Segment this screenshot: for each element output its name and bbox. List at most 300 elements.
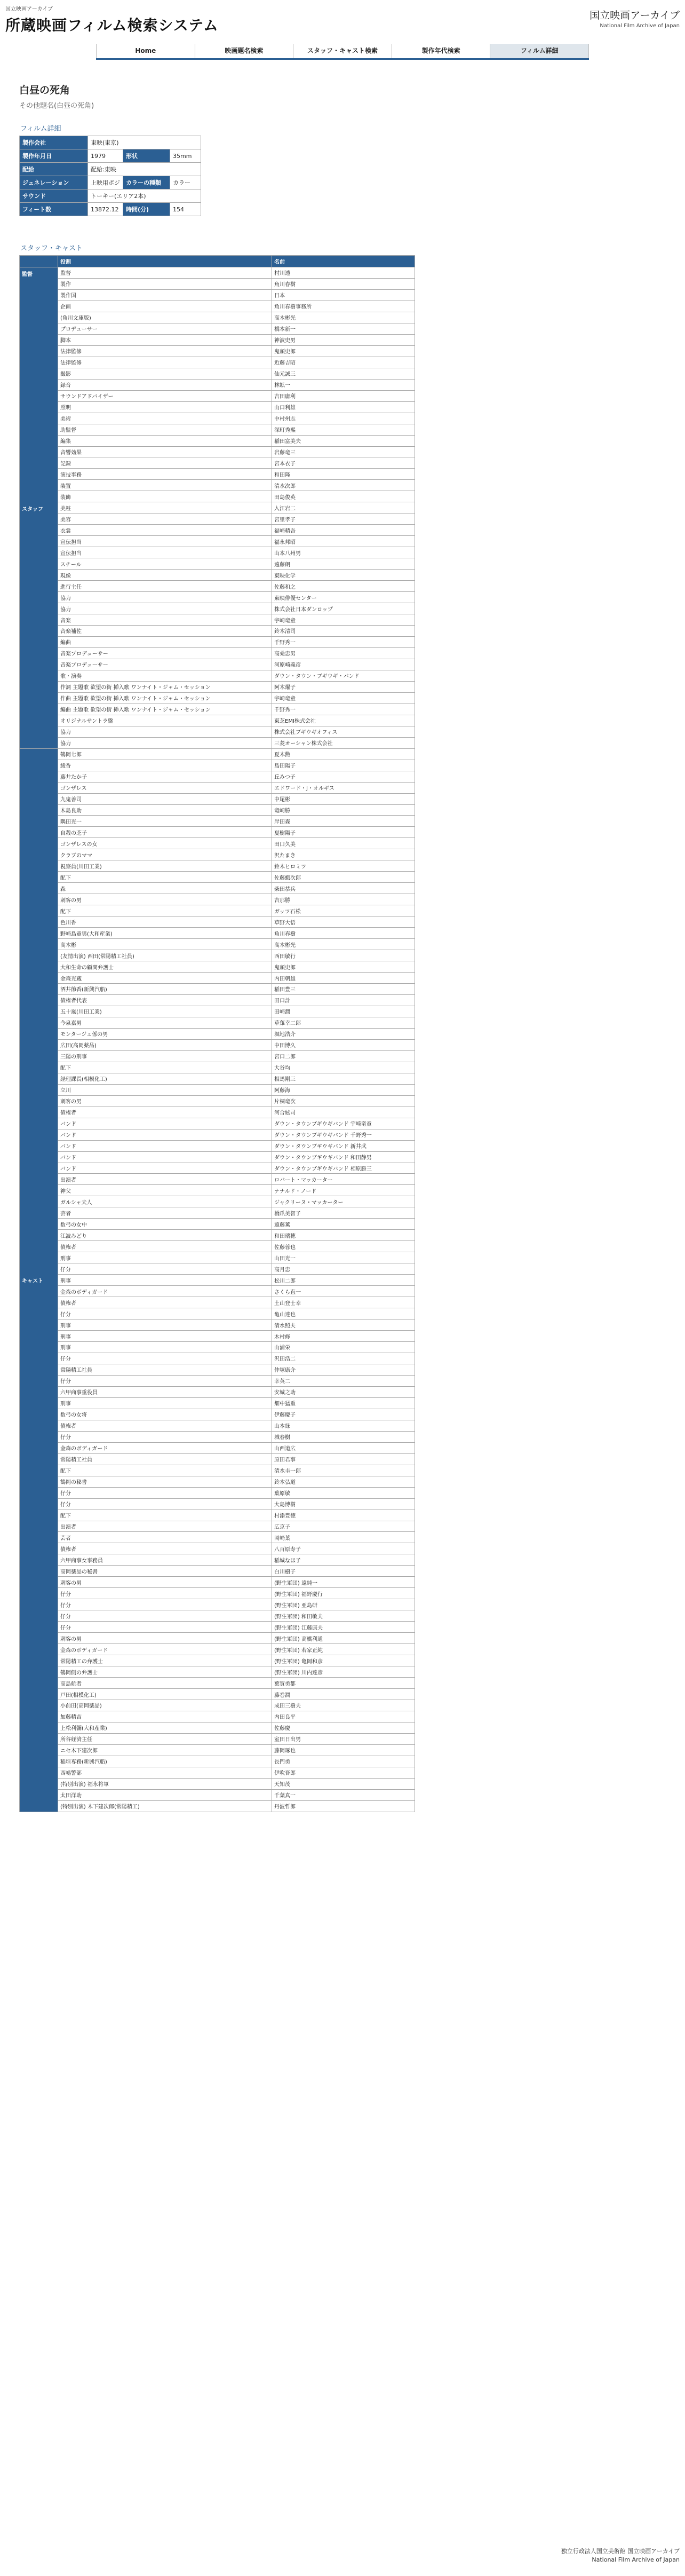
role-cell: 歌・演奏 bbox=[58, 670, 272, 681]
nav-film-detail[interactable]: フィルム詳細 bbox=[490, 44, 589, 58]
name-cell[interactable]: 橋爪美智子 bbox=[272, 1207, 415, 1219]
name-cell[interactable]: 河原崎義彦 bbox=[272, 659, 415, 670]
info-value: 35mm bbox=[170, 149, 201, 163]
table-row bbox=[20, 692, 415, 704]
role-cell: 広田(高岡薬品) bbox=[58, 1039, 272, 1050]
name-cell[interactable]: 河合絃司 bbox=[272, 1107, 415, 1118]
table-row bbox=[20, 1196, 415, 1207]
table-row bbox=[20, 1073, 415, 1084]
nav-home[interactable]: Home bbox=[96, 44, 195, 58]
role-cell: 照明 bbox=[58, 401, 272, 413]
table-row bbox=[20, 1353, 415, 1364]
name-cell[interactable]: 佐藤蓉也 bbox=[272, 1241, 415, 1252]
name-cell[interactable]: 村川透 bbox=[272, 267, 415, 279]
table-row bbox=[20, 827, 415, 838]
table-row bbox=[20, 1140, 415, 1151]
name-cell[interactable]: 清水照夫 bbox=[272, 1319, 415, 1331]
role-cell: 三陽の刑事 bbox=[58, 1050, 272, 1062]
name-cell[interactable]: ダウン・タウンブギウギバンド 新井武 bbox=[272, 1140, 415, 1151]
name-cell[interactable]: 亀山達也 bbox=[272, 1308, 415, 1319]
name-cell[interactable]: 鈴木清司 bbox=[272, 626, 415, 637]
table-row bbox=[20, 883, 415, 894]
name-cell[interactable]: 夏樹陽子 bbox=[272, 827, 415, 838]
table-row bbox=[20, 390, 415, 401]
name-cell[interactable]: (野生軍団) 福野慶行 bbox=[272, 1588, 415, 1599]
role-cell: 音楽 bbox=[58, 614, 272, 626]
role-cell: サウンドアドバイザー bbox=[58, 390, 272, 401]
table-row bbox=[20, 480, 415, 491]
name-cell[interactable]: 高桑忠男 bbox=[272, 647, 415, 659]
name-cell[interactable]: 沢田浩二 bbox=[272, 1353, 415, 1364]
name-cell[interactable]: 原田君事 bbox=[272, 1453, 415, 1465]
name-cell[interactable]: 大島博樹 bbox=[272, 1498, 415, 1510]
name-cell[interactable]: 株式会社ブギウギオフィス bbox=[272, 726, 415, 737]
name-cell[interactable]: 葉原敏 bbox=[272, 1487, 415, 1498]
role-cell: 助監督 bbox=[58, 424, 272, 435]
role-cell: 編曲 bbox=[58, 636, 272, 647]
role-cell: 刺客の男 bbox=[58, 1633, 272, 1644]
table-row bbox=[20, 1039, 415, 1050]
table-row bbox=[20, 1622, 415, 1633]
name-cell[interactable]: 中村州志 bbox=[272, 413, 415, 424]
table-row bbox=[20, 1397, 415, 1409]
nav-year-search[interactable]: 製作年代検索 bbox=[392, 44, 491, 58]
info-value: トーキー(エリア2本) bbox=[88, 189, 201, 203]
role-cell: 法律監修 bbox=[58, 345, 272, 357]
name-cell[interactable]: 相馬剛三 bbox=[272, 1073, 415, 1084]
role-cell: 仔分 bbox=[58, 1622, 272, 1633]
role-cell: 仔分 bbox=[58, 1588, 272, 1599]
site-footer bbox=[561, 2547, 680, 2564]
table-row bbox=[20, 973, 415, 984]
name-cell[interactable]: 柴田恭兵 bbox=[272, 883, 415, 894]
name-cell[interactable]: 入江岩二 bbox=[272, 502, 415, 513]
role-cell: 自殺の芝子 bbox=[58, 827, 272, 838]
role-cell: 江波みどり bbox=[58, 1230, 272, 1241]
name-cell[interactable]: 天知茂 bbox=[272, 1778, 415, 1789]
table-row bbox=[20, 1185, 415, 1196]
table-row bbox=[20, 1342, 415, 1353]
name-cell[interactable]: 和田隆 bbox=[272, 469, 415, 480]
role-cell: 作詞 主題歌 欲望の街 挿入歌 ワンナイト・ジャム・セッション bbox=[58, 681, 272, 692]
name-cell[interactable]: ダウン・タウンブギウギバンド 千野秀一 bbox=[272, 1129, 415, 1140]
table-row bbox=[20, 603, 415, 614]
table-row bbox=[20, 570, 415, 581]
table-row bbox=[20, 1006, 415, 1017]
name-cell[interactable]: 佐藤慶 bbox=[272, 1722, 415, 1733]
role-cell: 演技事務 bbox=[58, 469, 272, 480]
role-cell: 刑事 bbox=[58, 1252, 272, 1263]
table-row bbox=[20, 1543, 415, 1554]
name-cell[interactable]: 葉賀勇都 bbox=[272, 1678, 415, 1689]
name-cell[interactable]: 中尾彬 bbox=[272, 793, 415, 804]
name-cell[interactable]: 吉田庸利 bbox=[272, 390, 415, 401]
name-cell[interactable]: 神波史男 bbox=[272, 334, 415, 345]
role-cell: 出演者 bbox=[58, 1521, 272, 1532]
table-row bbox=[20, 1453, 415, 1465]
role-cell: 撮影 bbox=[58, 368, 272, 379]
role-cell: 刑事 bbox=[58, 1331, 272, 1342]
name-cell[interactable]: 遠藤朗 bbox=[272, 558, 415, 570]
name-cell[interactable]: 大谷均 bbox=[272, 1062, 415, 1073]
table-row bbox=[20, 1800, 415, 1812]
name-cell[interactable]: 山本緑 bbox=[272, 1420, 415, 1431]
table-row bbox=[20, 536, 415, 547]
table-row bbox=[20, 1678, 415, 1689]
role-cell: 仔分 bbox=[58, 1487, 272, 1498]
staff-category-cell bbox=[20, 267, 58, 749]
role-cell: ゴンザレス bbox=[58, 782, 272, 793]
table-row bbox=[20, 670, 415, 681]
table-row bbox=[20, 1789, 415, 1800]
role-cell: 仔分 bbox=[58, 1498, 272, 1510]
name-cell[interactable]: 鬼頭史郎 bbox=[272, 345, 415, 357]
name-cell[interactable]: 松川二郎 bbox=[272, 1275, 415, 1286]
table-row bbox=[20, 726, 415, 737]
role-cell: 刑事 bbox=[58, 1275, 272, 1286]
table-row bbox=[20, 1498, 415, 1510]
name-cell[interactable]: 千野秀一 bbox=[272, 636, 415, 647]
name-cell[interactable]: 堀地浩介 bbox=[272, 1028, 415, 1039]
name-cell[interactable]: 千葉真一 bbox=[272, 1789, 415, 1800]
name-cell[interactable]: 佐藤和之 bbox=[272, 581, 415, 592]
name-cell[interactable]: 清水次郎 bbox=[272, 480, 415, 491]
role-cell: 藤井たか子 bbox=[58, 771, 272, 782]
name-cell[interactable]: 田島俊英 bbox=[272, 491, 415, 502]
info-row bbox=[20, 189, 201, 203]
name-cell[interactable]: 夏木勲 bbox=[272, 748, 415, 760]
name-cell[interactable]: 和田瑞穂 bbox=[272, 1230, 415, 1241]
name-cell[interactable]: 西田敏行 bbox=[272, 950, 415, 961]
table-row bbox=[20, 1778, 415, 1789]
table-row bbox=[20, 1767, 415, 1778]
table-row bbox=[20, 1241, 415, 1252]
table-row bbox=[20, 457, 415, 469]
role-cell: 金森のボディガード bbox=[58, 1286, 272, 1297]
table-row bbox=[20, 1420, 415, 1431]
name-cell[interactable]: 室田日出男 bbox=[272, 1733, 415, 1744]
name-cell[interactable]: 稲城なほ子 bbox=[272, 1554, 415, 1566]
cast-category-cell: キャスト bbox=[20, 748, 58, 1812]
name-cell[interactable]: 福永邦昭 bbox=[272, 536, 415, 547]
name-cell[interactable]: 丹波哲郎 bbox=[272, 1800, 415, 1812]
name-cell[interactable]: 遠藤薫 bbox=[272, 1219, 415, 1230]
name-cell[interactable]: ダウン・タウンブギウギバンド 宇崎竜童 bbox=[272, 1118, 415, 1129]
name-cell[interactable]: 山口利雄 bbox=[272, 401, 415, 413]
table-row bbox=[20, 1521, 415, 1532]
table-row bbox=[20, 1644, 415, 1655]
name-cell[interactable]: 丘みつ子 bbox=[272, 771, 415, 782]
name-cell[interactable]: 宮里孝子 bbox=[272, 513, 415, 525]
name-cell[interactable]: (野生軍団) 高橋利通 bbox=[272, 1633, 415, 1644]
name-cell[interactable]: 田口久美 bbox=[272, 838, 415, 849]
name-cell[interactable]: 山西道広 bbox=[272, 1442, 415, 1453]
table-row bbox=[20, 345, 415, 357]
table-row bbox=[20, 1375, 415, 1386]
name-cell[interactable]: ナナルド・ノード bbox=[272, 1185, 415, 1196]
role-cell: 芸者 bbox=[58, 1207, 272, 1219]
name-cell[interactable]: 林鉱一 bbox=[272, 379, 415, 390]
name-cell[interactable]: 伊藤慶子 bbox=[272, 1409, 415, 1420]
table-row bbox=[20, 1711, 415, 1722]
name-cell[interactable]: 東芝EMI株式会社 bbox=[272, 715, 415, 726]
role-cell: 音楽プロデューサー bbox=[58, 659, 272, 670]
name-cell[interactable]: 仙元誠三 bbox=[272, 368, 415, 379]
name-cell[interactable]: 鈴木弘道 bbox=[272, 1476, 415, 1487]
name-cell[interactable]: (野生軍団) 遠純一 bbox=[272, 1577, 415, 1588]
name-cell[interactable]: 竜崎勝 bbox=[272, 804, 415, 816]
name-cell[interactable]: 吉那勝 bbox=[272, 894, 415, 905]
table-row bbox=[20, 838, 415, 849]
name-cell[interactable]: 宮口二郎 bbox=[272, 1050, 415, 1062]
table-row bbox=[20, 491, 415, 502]
name-cell[interactable]: 高木彬光 bbox=[272, 939, 415, 950]
name-cell[interactable]: 内田良平 bbox=[272, 1711, 415, 1722]
table-row bbox=[20, 928, 415, 939]
role-cell: 装置 bbox=[58, 480, 272, 491]
name-cell[interactable]: ガッツ石松 bbox=[272, 905, 415, 916]
name-cell[interactable]: 宇崎竜童 bbox=[272, 614, 415, 626]
role-cell: 刑事 bbox=[58, 1319, 272, 1331]
role-cell: 音響効果 bbox=[58, 446, 272, 457]
name-cell[interactable]: 角川春樹事務所 bbox=[272, 301, 415, 312]
role-cell: 宣伝担当 bbox=[58, 547, 272, 558]
name-cell[interactable]: 角川春樹 bbox=[272, 278, 415, 289]
name-cell[interactable]: 藤巻潤 bbox=[272, 1689, 415, 1700]
name-cell[interactable]: 阿藤海 bbox=[272, 1084, 415, 1095]
table-row bbox=[20, 323, 415, 334]
name-cell[interactable]: 土山登士幸 bbox=[272, 1297, 415, 1308]
role-cell: バンド bbox=[58, 1118, 272, 1129]
role-cell: バンド bbox=[58, 1140, 272, 1151]
role-cell: 野崎島童男(大和産業) bbox=[58, 928, 272, 939]
footer-org-ja: 独立行政法人国立美術館 国立映画アーカイブ bbox=[561, 2548, 680, 2555]
name-cell[interactable]: ダウン・タウンブギウギバンド 相原勝三 bbox=[272, 1163, 415, 1174]
name-cell[interactable]: (野生軍団) 亜島研 bbox=[272, 1599, 415, 1610]
name-cell[interactable]: ダウン・タウン・ブギウギ・バンド bbox=[272, 670, 415, 681]
table-row bbox=[20, 961, 415, 973]
name-cell[interactable]: 近藤吉昭 bbox=[272, 357, 415, 368]
table-row bbox=[20, 916, 415, 928]
name-cell[interactable]: 鈴木ヒロミツ bbox=[272, 860, 415, 872]
name-cell[interactable]: 広京子 bbox=[272, 1521, 415, 1532]
name-cell[interactable]: 宮本衣子 bbox=[272, 457, 415, 469]
name-cell[interactable]: エドワード・J・オルギス bbox=[272, 782, 415, 793]
role-cell: 経理課長(相模化工) bbox=[58, 1073, 272, 1084]
table-row bbox=[20, 626, 415, 637]
name-cell[interactable]: 阿木燿子 bbox=[272, 681, 415, 692]
name-cell[interactable]: 三菱オーシャン株式会社 bbox=[272, 737, 415, 748]
table-row bbox=[20, 1655, 415, 1666]
name-cell[interactable]: 千野秀一 bbox=[272, 704, 415, 715]
nav-staff-cast-search[interactable]: スタッフ・キャスト検索 bbox=[293, 44, 392, 58]
table-row bbox=[20, 1207, 415, 1219]
role-cell: 高木彬 bbox=[58, 939, 272, 950]
name-cell[interactable]: 株式会社日本ダンロップ bbox=[272, 603, 415, 614]
nav-title-search[interactable]: 映画題名検索 bbox=[195, 44, 294, 58]
table-row bbox=[20, 1476, 415, 1487]
role-cell: ガルシャ夫人 bbox=[58, 1196, 272, 1207]
name-cell[interactable]: 岡崎葉 bbox=[272, 1532, 415, 1543]
table-row bbox=[20, 748, 415, 760]
table-row bbox=[20, 357, 415, 368]
table-row bbox=[20, 1431, 415, 1442]
name-cell[interactable]: 村添豊徳 bbox=[272, 1510, 415, 1521]
staff-category-label: スタッフ bbox=[22, 507, 43, 512]
site-title[interactable]: 所蔵映画フィルム検索システム bbox=[5, 17, 219, 34]
table-row bbox=[20, 681, 415, 692]
name-cell[interactable]: (野生軍団) 和田敏夫 bbox=[272, 1610, 415, 1622]
name-cell[interactable]: 高月忠 bbox=[272, 1263, 415, 1275]
name-cell[interactable]: 草薙幸二郎 bbox=[272, 1017, 415, 1028]
role-cell: 刺客の男 bbox=[58, 894, 272, 905]
table-row bbox=[20, 1689, 415, 1700]
film-title: 白昼の死角 bbox=[19, 84, 70, 96]
role-cell: 債権者 bbox=[58, 1241, 272, 1252]
name-cell[interactable]: 畑中猛重 bbox=[272, 1397, 415, 1409]
info-label: ジェネレーション bbox=[20, 176, 88, 189]
name-cell[interactable]: 山浦栄 bbox=[272, 1342, 415, 1353]
name-cell[interactable]: 角川春樹 bbox=[272, 928, 415, 939]
role-cell: 五十嵐(川田工業) bbox=[58, 1006, 272, 1017]
role-cell: 六甲商事重役員 bbox=[58, 1386, 272, 1397]
role-cell: 小前田(高岡薬品) bbox=[58, 1700, 272, 1711]
table-row bbox=[20, 435, 415, 446]
name-cell[interactable]: 福崎精吾 bbox=[272, 525, 415, 536]
table-row bbox=[20, 647, 415, 659]
name-cell[interactable]: 岸田森 bbox=[272, 816, 415, 827]
name-cell[interactable]: 稲田富美夫 bbox=[272, 435, 415, 446]
name-cell[interactable]: ダウン・タウンブギウギバンド 和田静男 bbox=[272, 1151, 415, 1163]
role-cell: 上松利彌(大和産業) bbox=[58, 1722, 272, 1733]
table-row bbox=[20, 1286, 415, 1297]
role-cell: 芸者 bbox=[58, 1532, 272, 1543]
name-cell[interactable]: ジャクリーヌ・マッカーター bbox=[272, 1196, 415, 1207]
role-cell: 美容 bbox=[58, 513, 272, 525]
name-cell[interactable]: 片桐竜次 bbox=[272, 1095, 415, 1107]
role-cell: (友情出演) 西田(常陽精工社員) bbox=[58, 950, 272, 961]
name-cell[interactable]: 田崎潤 bbox=[272, 1006, 415, 1017]
table-row bbox=[20, 1364, 415, 1375]
table-row bbox=[20, 1442, 415, 1453]
name-cell[interactable]: 木村修 bbox=[272, 1331, 415, 1342]
table-row bbox=[20, 1028, 415, 1039]
name-cell[interactable]: 城春樹 bbox=[272, 1431, 415, 1442]
role-cell: 立川 bbox=[58, 1084, 272, 1095]
name-cell[interactable]: 高木彬光 bbox=[272, 312, 415, 323]
role-cell: 色川香 bbox=[58, 916, 272, 928]
info-label: フィート数 bbox=[20, 203, 88, 216]
role-cell: 常陽精工の弁護士 bbox=[58, 1655, 272, 1666]
name-cell[interactable]: 成田三樹夫 bbox=[272, 1700, 415, 1711]
role-cell: 酒井節香(新興汽船) bbox=[58, 984, 272, 995]
table-row bbox=[20, 401, 415, 413]
role-cell: 金森光蔵 bbox=[58, 973, 272, 984]
table-row bbox=[20, 905, 415, 916]
name-cell[interactable]: 伊吹吾郎 bbox=[272, 1767, 415, 1778]
name-cell[interactable]: 沢たまき bbox=[272, 849, 415, 860]
name-cell[interactable]: (野生軍団) 若家正純 bbox=[272, 1644, 415, 1655]
name-cell[interactable]: さくら直一 bbox=[272, 1286, 415, 1297]
name-cell[interactable]: (野生軍団) 江藤康夫 bbox=[272, 1622, 415, 1633]
name-cell[interactable]: 日本 bbox=[272, 289, 415, 301]
name-cell[interactable]: 東映化学 bbox=[272, 570, 415, 581]
role-cell: ニセ木下建次郎 bbox=[58, 1744, 272, 1756]
role-cell: (角川文庫版) bbox=[58, 312, 272, 323]
name-cell[interactable]: 仲塚康介 bbox=[272, 1364, 415, 1375]
name-cell[interactable]: 鬼頭史郎 bbox=[272, 961, 415, 973]
role-cell: 衣裳 bbox=[58, 525, 272, 536]
name-cell[interactable]: 深町秀熙 bbox=[272, 424, 415, 435]
table-row bbox=[20, 1588, 415, 1599]
info-value: カラー bbox=[170, 176, 201, 189]
name-cell[interactable]: 山田光一 bbox=[272, 1252, 415, 1263]
role-cell: 加藤精吉 bbox=[58, 1711, 272, 1722]
role-cell: 債権者 bbox=[58, 1107, 272, 1118]
table-row bbox=[20, 301, 415, 312]
role-cell: オリジナルサントラ盤 bbox=[58, 715, 272, 726]
name-cell[interactable]: 内田朝雄 bbox=[272, 973, 415, 984]
name-cell[interactable]: ロバート・マッカーター bbox=[272, 1174, 415, 1185]
name-cell[interactable]: 宇崎竜童 bbox=[272, 692, 415, 704]
role-cell: 鶴岡の秘書 bbox=[58, 1476, 272, 1487]
table-row bbox=[20, 1633, 415, 1644]
role-cell: 美粧 bbox=[58, 502, 272, 513]
role-cell: 仔分 bbox=[58, 1610, 272, 1622]
role-cell: 神父 bbox=[58, 1185, 272, 1196]
name-cell[interactable]: 島田陽子 bbox=[272, 760, 415, 771]
table-row bbox=[20, 379, 415, 390]
film-detail-heading: フィルム詳細 bbox=[20, 125, 61, 133]
name-cell[interactable]: 安城之助 bbox=[272, 1386, 415, 1397]
name-cell[interactable]: 清水圭一郎 bbox=[272, 1465, 415, 1476]
name-cell[interactable]: 八百原寿子 bbox=[272, 1543, 415, 1554]
name-cell[interactable]: 幸英二 bbox=[272, 1375, 415, 1386]
role-cell: 音楽プロデューサー bbox=[58, 647, 272, 659]
name-cell[interactable]: 岩藤竜三 bbox=[272, 446, 415, 457]
info-value: 東映(東京) bbox=[88, 136, 201, 149]
role-cell: 視察員(川田工業) bbox=[58, 860, 272, 872]
name-cell[interactable]: 草野大悟 bbox=[272, 916, 415, 928]
name-cell[interactable]: 白川樹子 bbox=[272, 1566, 415, 1577]
film-title-area bbox=[19, 82, 94, 110]
info-row bbox=[20, 163, 201, 176]
name-cell[interactable]: (野生軍団) 川内達彦 bbox=[272, 1666, 415, 1678]
name-cell[interactable]: 東映俳優センター bbox=[272, 592, 415, 603]
role-cell: 債権者 bbox=[58, 1420, 272, 1431]
info-value: 1979 bbox=[88, 149, 123, 163]
nfaj-logo[interactable] bbox=[590, 7, 680, 29]
role-cell: バンド bbox=[58, 1151, 272, 1163]
name-cell[interactable]: 長門勇 bbox=[272, 1756, 415, 1767]
name-cell[interactable]: 藤岡琢也 bbox=[272, 1744, 415, 1756]
table-row bbox=[20, 1230, 415, 1241]
table-row bbox=[20, 312, 415, 323]
role-cell: 刑事 bbox=[58, 1397, 272, 1409]
table-row bbox=[20, 1319, 415, 1331]
name-cell[interactable]: 橋本新一 bbox=[272, 323, 415, 334]
name-cell[interactable]: 山本八州男 bbox=[272, 547, 415, 558]
name-cell[interactable]: 中田博久 bbox=[272, 1039, 415, 1050]
name-cell[interactable]: 田口計 bbox=[272, 994, 415, 1006]
role-cell: 木島良助 bbox=[58, 804, 272, 816]
table-row bbox=[20, 704, 415, 715]
name-cell[interactable]: (野生軍団) 亀岡和彦 bbox=[272, 1655, 415, 1666]
site-header bbox=[0, 0, 685, 42]
name-cell[interactable]: 佐藤蛾次郎 bbox=[272, 872, 415, 883]
role-cell: 製作 bbox=[58, 278, 272, 289]
name-cell[interactable]: 稲田豊三 bbox=[272, 984, 415, 995]
